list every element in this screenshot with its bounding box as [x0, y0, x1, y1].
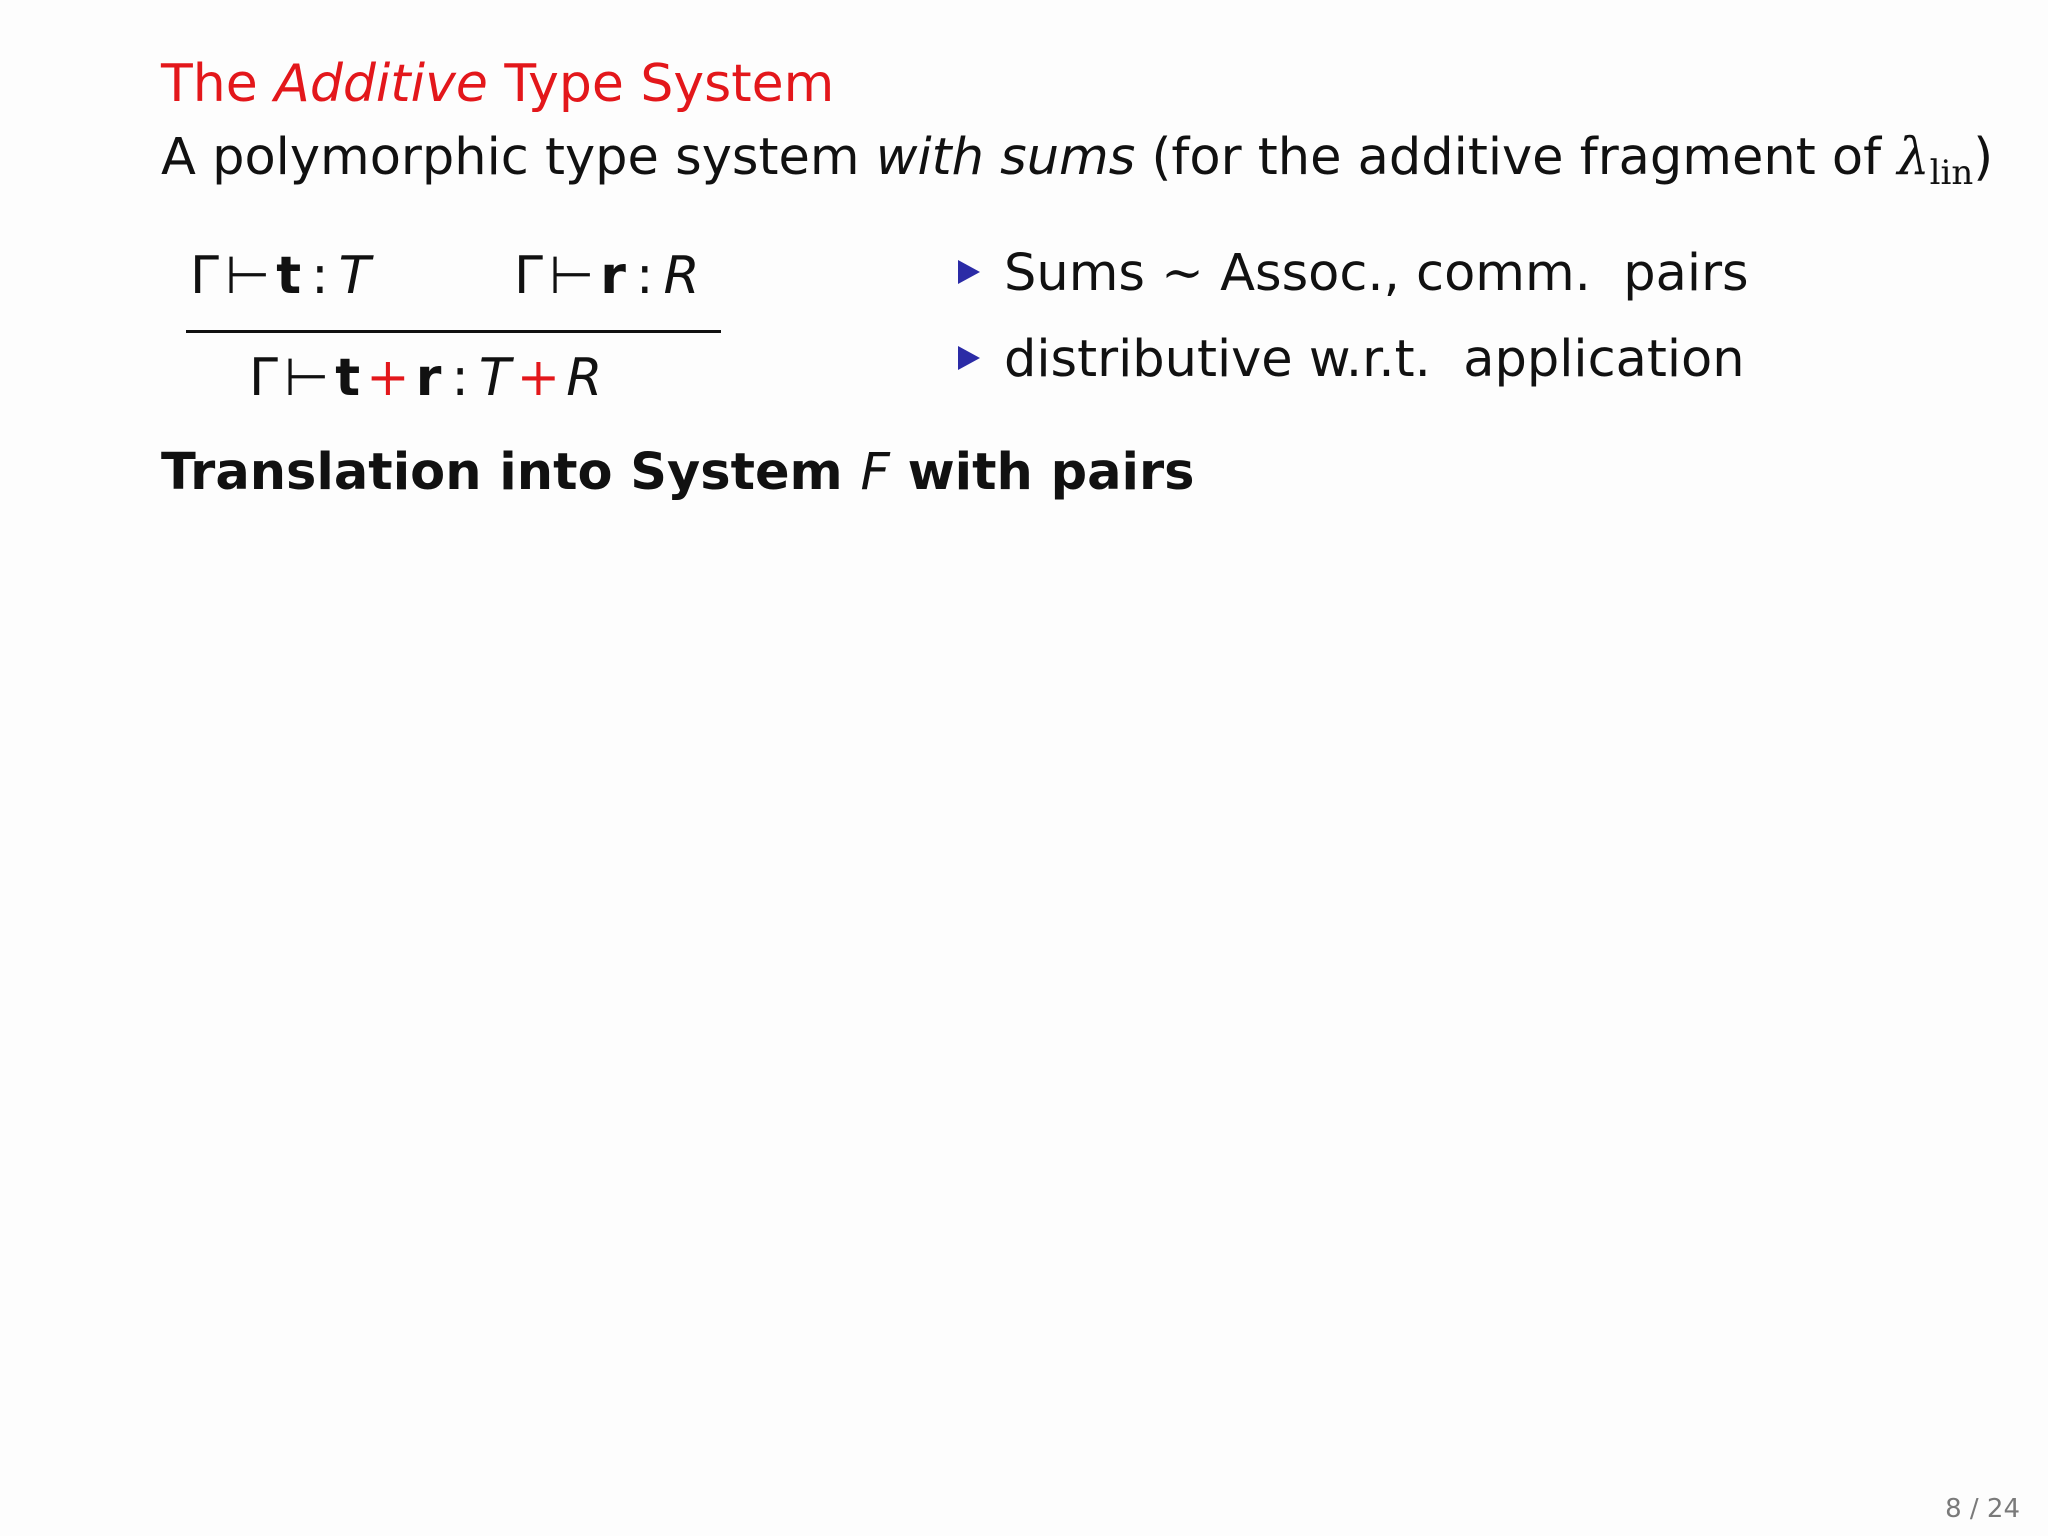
page-number: 8 / 24: [1945, 1494, 2020, 1524]
bullet-item-sums: [958, 244, 1749, 334]
slide-title: [161, 54, 835, 114]
conclusion-term-plus: +: [366, 348, 410, 408]
premise-left-colon: :: [311, 246, 329, 306]
conclusion-type-r: R: [566, 348, 603, 408]
subtitle-after: (for the additive fragment of: [1151, 128, 1882, 187]
title-emphasis: Additive: [274, 54, 488, 114]
premise-right-turnstile: ⊢: [548, 246, 595, 306]
slide-subtitle: [161, 128, 1994, 193]
premise-left: [190, 246, 371, 306]
premise-left-turnstile: ⊢: [224, 246, 271, 306]
bullet-sums-before: Sums: [1004, 244, 1145, 303]
title-suffix: Type System: [504, 54, 835, 114]
lambda-subscript: lin: [1929, 153, 1974, 193]
conclusion-turnstile: ⊢: [283, 348, 330, 408]
conclusion: [249, 348, 603, 408]
section-heading-emphasis: F: [860, 443, 890, 502]
section-heading-before: Translation into System: [161, 443, 843, 502]
bullet-distributive-text: distributive w.r.t. application: [1004, 330, 1745, 389]
title-prefix: The: [161, 54, 258, 114]
premise-left-context: Γ: [190, 246, 219, 306]
conclusion-type-t: T: [478, 348, 511, 408]
premise-right-colon: :: [635, 246, 654, 306]
tilde-symbol: ∼: [1161, 244, 1204, 303]
conclusion-type-plus: +: [516, 348, 561, 408]
lambda-symbol: λ: [1897, 128, 1930, 187]
conclusion-colon: :: [451, 348, 469, 408]
bullet-sums-after: Assoc., comm. pairs: [1220, 244, 1749, 303]
premise-right-type: R: [663, 246, 700, 306]
bullet-list: [958, 244, 1749, 420]
premise-left-type: T: [338, 246, 371, 306]
conclusion-term-r: r: [415, 348, 442, 408]
premise-right-term: r: [600, 246, 626, 306]
section-heading-after: with pairs: [907, 443, 1195, 502]
section-heading: [161, 443, 1195, 502]
premise-left-term: t: [276, 246, 302, 306]
subtitle-before: A polymorphic type system: [161, 128, 860, 187]
bullet-item-distributive: [958, 330, 1749, 420]
subtitle-emphasis: with sums: [875, 128, 1136, 187]
inference-rule-bar: [186, 330, 721, 333]
conclusion-term-t: t: [335, 348, 361, 408]
inference-rule: [186, 246, 721, 410]
premise-right-context: Γ: [514, 246, 543, 306]
conclusion-context: Γ: [249, 348, 278, 408]
triangle-bullet-icon: [958, 260, 980, 284]
triangle-bullet-icon: [958, 346, 980, 370]
subtitle-close: ): [1973, 128, 1994, 187]
premise-right: [514, 246, 700, 306]
